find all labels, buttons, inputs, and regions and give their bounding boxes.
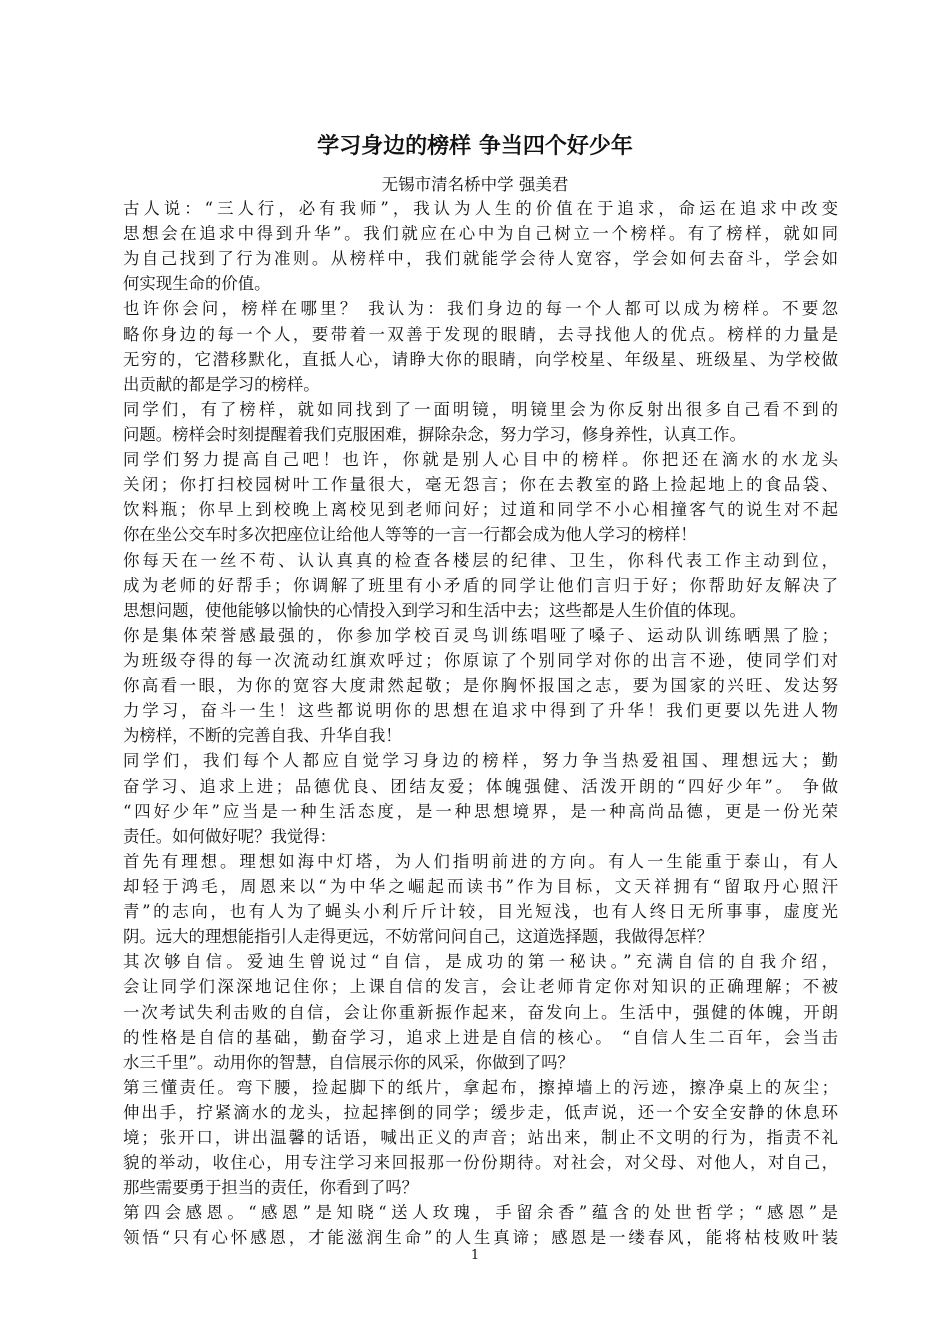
text-line: 却轻于鸿毛，周恩来以“为中华之崛起而读书”作为目标，文天祥拥有“留取丹心照汗 <box>123 876 838 896</box>
text-line: 问题。榜样会时刻提醒着我们克服困难，摒除杂念，努力学习，修身养性，认真工作。 <box>123 424 746 444</box>
text-line: 为自己找到了行为准则。从榜样中，我们就能学会待人宽容，学会如何去奋斗，学会如 <box>123 249 838 269</box>
text-line: 也许你会问，榜样在哪里？ 我认为：我们身边的每一个人都可以成为榜样。不要忽 <box>123 299 838 319</box>
text-line: 关闭；你打扫校园树叶工作量很大，毫无怨言；你在去教室的路上捡起地上的食品袋、 <box>123 475 838 495</box>
text-line: 你在坐公交车时多次把座位让给他人等等的一言一行都会成为他人学习的榜样！ <box>123 525 697 545</box>
text-line: 你高看一眼，为你的宽容大度肃然起敬；是你胸怀报国之志，要为国家的兴旺、发达努 <box>123 676 838 696</box>
text-line: 古人说：“三人行，必有我师”，我认为人生的价值在于追求，命运在追求中改变 <box>123 199 838 218</box>
body-text <box>123 196 838 1251</box>
text-line: 貌的举动，收住心，用专注学习来回报那一份份期待。对社会，对父母、对他人，对自己， <box>123 1153 838 1173</box>
text-line: 领悟“只有心怀感恩，才能滋润生命”的人生真谛；感恩是一缕春风，能将枯枝败叶装 <box>123 1228 838 1248</box>
text-line: 伸出手，拧紧滴水的龙头，拉起摔倒的同学；缓步走，低声说，还一个安全安静的休息环 <box>123 1102 838 1122</box>
text-line: 成为老师的好帮手；你调解了班里有小矛盾的同学让他们言归于好；你帮助好友解决了 <box>123 575 838 595</box>
text-line: “四好少年”应当是一种生活态度，是一种思想境界，是一种高尚品德，更是一份光荣 <box>123 801 838 821</box>
text-line: 同学们，我们每个人都应自觉学习身边的榜样，努力争当热爱祖国、理想远大；勤 <box>123 751 838 771</box>
text-line: 奋学习、追求上进；品德优良、团结友爱；体魄强健、活泼开朗的“四好少年”。 争做 <box>123 776 838 796</box>
text-line: 第四会感恩。“感恩”是知晓“送人玫瑰，手留余香”蕴含的处世哲学；“感恩”是 <box>123 1203 838 1223</box>
text-line: 思想会在追求中得到升华”。我们就应在心中为自己树立一个榜样。有了榜样，就如同 <box>123 224 838 244</box>
text-line: 会让同学们深深地记住你；上课自信的发言，会让老师肯定你对知识的正确理解；不被 <box>123 977 838 997</box>
text-line: 境；张开口，讲出温馨的话语，喊出正义的声音；站出来，制止不文明的行为，指责不礼 <box>123 1128 838 1148</box>
text-line: 无穷的，它潜移默化，直抵人心，请睁大你的眼睛，向学校星、年级星、班级星、为学校做 <box>123 349 838 369</box>
text-line: 首先有理想。理想如海中灯塔，为人们指明前进的方向。有人一生能重于泰山，有人 <box>123 851 838 871</box>
text-line: 同学们努力提高自己吧！也许，你就是别人心目中的榜样。你把还在滴水的水龙头 <box>123 450 838 470</box>
text-line: 一次考试失利击败的自信，会让你重新振作起来，奋发向上。生活中，强健的体魄，开朗 <box>123 1002 838 1022</box>
text-line: 饮料瓶；你早上到校晚上离校见到老师问好；过道和同学不小心相撞客气的说生对不起 <box>123 500 838 520</box>
text-line: 你每天在一丝不苟、认认真真的检查各楼层的纪律、卫生，你科代表工作主动到位， <box>123 550 838 570</box>
text-line: 同学们，有了榜样，就如同找到了一面明镜，明镜里会为你反射出很多自己看不到的 <box>123 399 838 419</box>
text-line: 略你身边的每一个人，要带着一双善于发现的眼睛，去寻找他人的优点。榜样的力量是 <box>123 324 838 344</box>
page-number: 1 <box>470 1248 480 1263</box>
text-line: 为榜样，不断的完善自我、升华自我！ <box>123 726 402 746</box>
page-title: 学习身边的榜样 争当四个好少年 <box>317 134 633 159</box>
text-line: 水三千里”。动用你的智慧，自信展示你的风采，你做到了吗？ <box>123 1052 574 1072</box>
text-line: 第三懂责任。弯下腰，捡起脚下的纸片，拿起布，擦掉墙上的污迹，擦净桌上的灰尘； <box>123 1077 838 1097</box>
text-line: 思想问题，使他能够以愉快的心情投入到学习和生活中去；这些都是人生价值的体现。 <box>123 600 746 620</box>
text-line: 何实现生命的价值。 <box>123 274 271 294</box>
text-line: 的性格是自信的基础，勤奋学习，追求上进是自信的核心。 “自信人生二百年，会当击 <box>123 1027 838 1047</box>
text-line: 那些需要勇于担当的责任，你看到了吗？ <box>123 1178 419 1198</box>
text-line: 其次够自信。爱迪生曾说过“自信，是成功的第一秘诀。”充满自信的自我介绍， <box>123 952 838 972</box>
text-line: 责任。如何做好呢？我觉得： <box>123 826 337 846</box>
text-line: 阴。远大的理想能指引人走得更远，不妨常问问自己，这道选择题，我做得怎样？ <box>123 927 714 947</box>
text-line: 出贡献的都是学习的榜样。 <box>123 374 320 394</box>
text-line: 你是集体荣誉感最强的，你参加学校百灵鸟训练唱哑了嗓子、运动队训练晒黑了脸； <box>123 625 838 645</box>
text-line: 为班级夺得的每一次流动红旗欢呼过；你原谅了个别同学对你的出言不逊，使同学们对 <box>123 650 838 670</box>
text-line: 青”的志向，也有人为了蝇头小利斤斤计较，目光短浅，也有人终日无所事事，虚度光 <box>123 902 838 922</box>
author-line: 无锡市清名桥中学 强美君 <box>381 175 569 194</box>
text-line: 力学习，奋斗一生！这些都说明你的思想在追求中得到了升华！我们更要以先进人物 <box>123 701 838 721</box>
